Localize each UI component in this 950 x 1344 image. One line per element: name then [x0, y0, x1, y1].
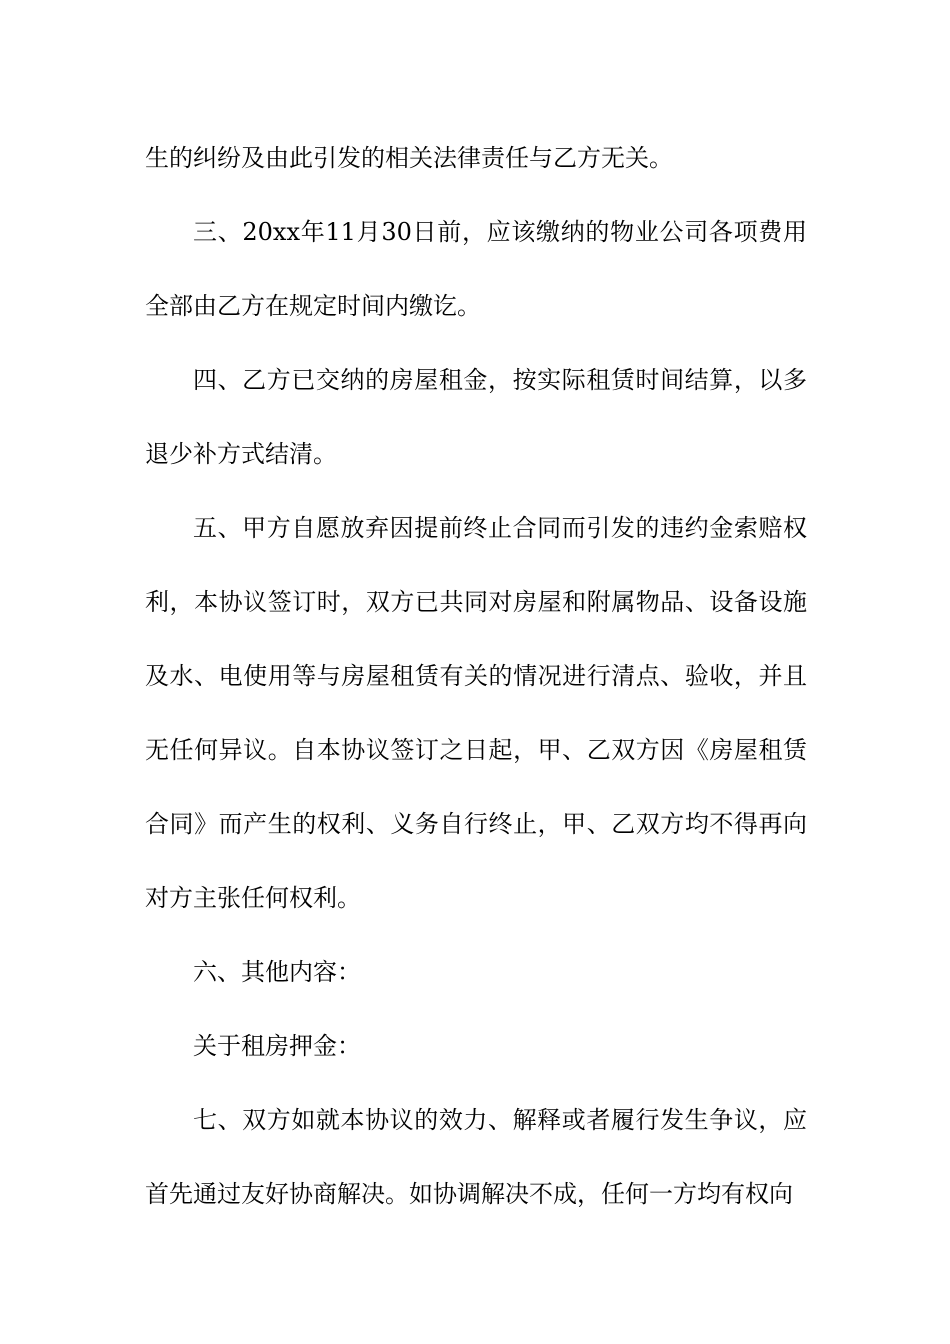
paragraph-clause-4: 四、乙方已交纳的房屋租金，按实际租赁时间结算，以多退少补方式结清。 — [145, 366, 807, 468]
paragraph-continuation: 生的纠纷及由此引发的相关法律责任与乙方无关。 — [145, 144, 673, 172]
document-body — [145, 121, 807, 1231]
paragraph-clause-6: 六、其他内容： — [193, 958, 361, 986]
paragraph-clause-7: 七、双方如就本协议的效力、解释或者履行发生争议，应首先通过友好协商解决。如协调解决不成，任何一方均有权向 — [145, 1106, 807, 1208]
paragraph-clause-3: 三、20xx年11月30日前，应该缴纳的物业公司各项费用全部由乙方在规定时间内缴讫。 — [145, 218, 807, 320]
paragraph-clause-5: 五、甲方自愿放弃因提前终止合同而引发的违约金索赔权利，本协议签订时，双方已共同对房屋和附属物品、设备设施及水、电使用等与房屋租赁有关的情况进行清点、验收，并且无任何异议。自本协议签订之日起，甲、乙双方因《房屋租赁合同》而产生的权利、义务自行终止，甲、乙双方均不得再向对方主张任何权利。 — [145, 514, 807, 912]
paragraph-deposit: 关于租房押金： — [193, 1032, 361, 1060]
